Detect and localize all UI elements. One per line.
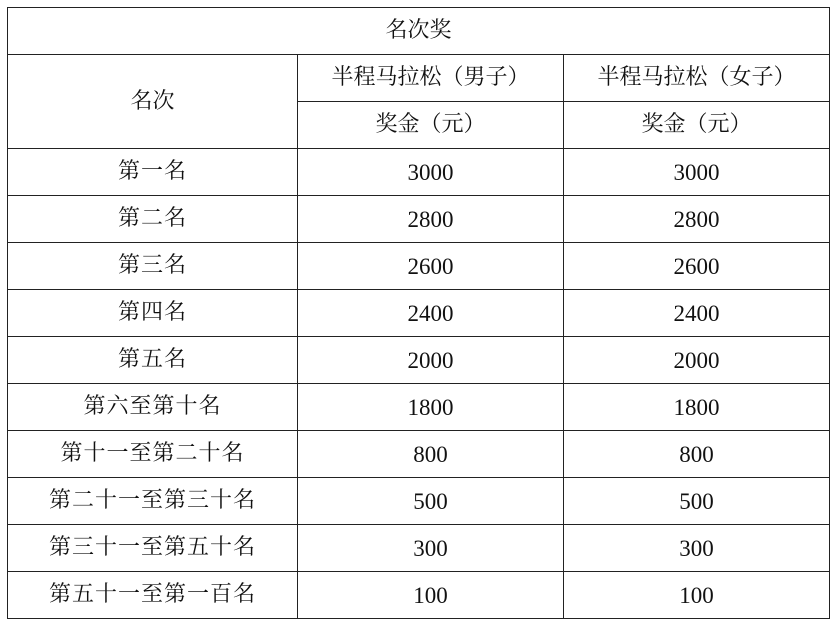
female-prize-cell: 100 [564,572,830,619]
table-row [8,478,830,525]
table-row [8,384,830,431]
male-prize-cell: 300 [298,525,564,572]
male-prize-cell: 800 [298,431,564,478]
table-row [8,525,830,572]
rank-cell: 第十一至第二十名 [8,431,298,478]
male-prize-cell: 3000 [298,149,564,196]
male-prize-cell: 500 [298,478,564,525]
male-prize-unit-header: 奖金（元） [298,102,564,149]
male-prize-cell: 1800 [298,384,564,431]
table-title: 名次奖 [8,8,830,55]
header-row-event [8,55,830,102]
table-row [8,572,830,619]
rank-cell: 第六至第十名 [8,384,298,431]
female-prize-cell: 300 [564,525,830,572]
male-prize-cell: 2400 [298,290,564,337]
rank-cell: 第二名 [8,196,298,243]
female-prize-cell: 1800 [564,384,830,431]
table-row [8,149,830,196]
rank-cell: 第二十一至第三十名 [8,478,298,525]
rank-cell: 第五名 [8,337,298,384]
rank-cell: 第一名 [8,149,298,196]
rank-cell: 第三名 [8,243,298,290]
female-prize-cell: 2600 [564,243,830,290]
female-prize-unit-header: 奖金（元） [564,102,830,149]
table-row [8,196,830,243]
male-event-header: 半程马拉松（男子） [298,55,564,102]
rank-cell: 第三十一至第五十名 [8,525,298,572]
male-prize-cell: 2800 [298,196,564,243]
female-prize-cell: 2400 [564,290,830,337]
female-prize-cell: 3000 [564,149,830,196]
table-row [8,337,830,384]
female-prize-cell: 2000 [564,337,830,384]
prize-table [7,7,830,619]
female-event-header: 半程马拉松（女子） [564,55,830,102]
male-prize-cell: 2600 [298,243,564,290]
rank-cell: 第四名 [8,290,298,337]
table-title-row [8,8,830,55]
female-prize-cell: 500 [564,478,830,525]
prize-table-container [7,7,830,619]
male-prize-cell: 2000 [298,337,564,384]
male-prize-cell: 100 [298,572,564,619]
rank-cell: 第五十一至第一百名 [8,572,298,619]
female-prize-cell: 2800 [564,196,830,243]
table-row [8,290,830,337]
table-row [8,243,830,290]
female-prize-cell: 800 [564,431,830,478]
table-row [8,431,830,478]
rank-column-header: 名次 [8,55,298,149]
